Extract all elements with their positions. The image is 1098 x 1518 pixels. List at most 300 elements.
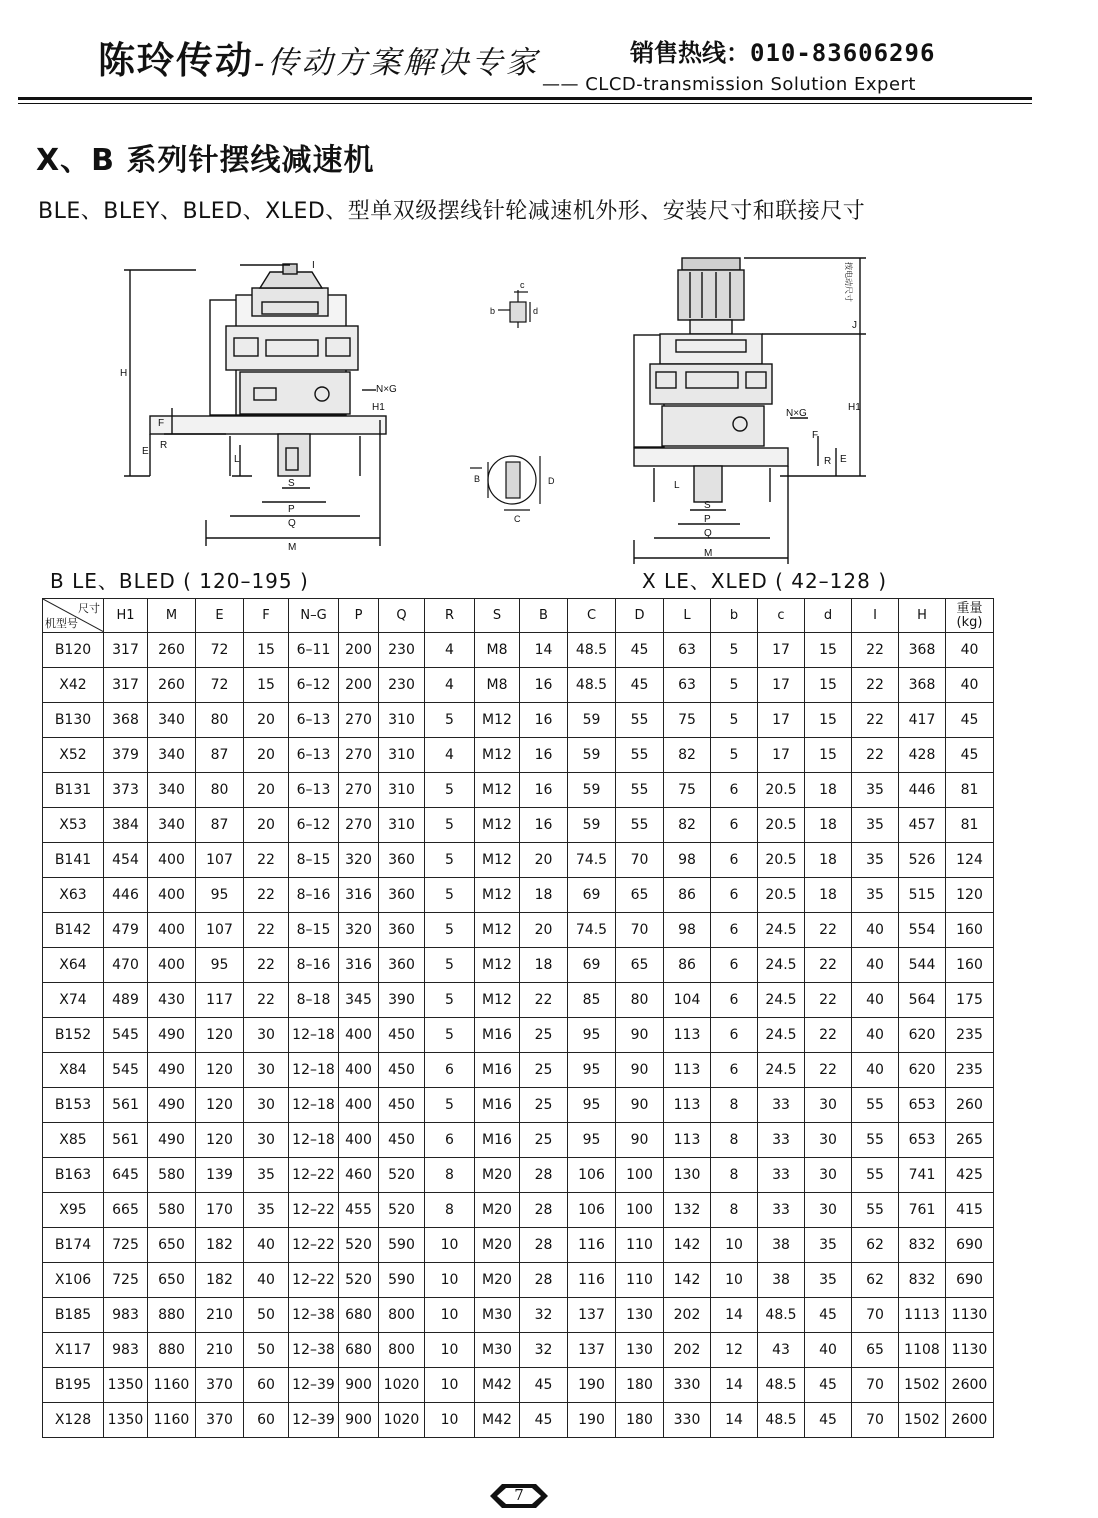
- table-cell: 8–15: [289, 913, 339, 948]
- model-cell: B163: [43, 1158, 104, 1193]
- model-cell: B130: [43, 703, 104, 738]
- table-cell: 43: [758, 1333, 805, 1368]
- table-cell: 40: [946, 633, 994, 668]
- col-header: H: [899, 599, 946, 633]
- table-cell: 6: [711, 843, 758, 878]
- drawing-xle: [634, 258, 866, 564]
- table-cell: 170: [196, 1193, 244, 1228]
- table-cell: 20: [520, 843, 568, 878]
- table-cell: 95: [568, 1088, 616, 1123]
- table-cell: 12–22: [289, 1193, 339, 1228]
- table-cell: M30: [475, 1298, 520, 1333]
- col-header-weight: [946, 599, 994, 633]
- model-cell: X53: [43, 808, 104, 843]
- table-cell: M16: [475, 1123, 520, 1158]
- table-cell: 190: [568, 1403, 616, 1438]
- table-cell: 137: [568, 1333, 616, 1368]
- table-cell: 4: [425, 738, 475, 773]
- table-cell: 22: [244, 948, 289, 983]
- table-cell: 15: [805, 668, 852, 703]
- table-cell: 40: [852, 948, 899, 983]
- table-cell: 48.5: [758, 1368, 805, 1403]
- table-cell: 107: [196, 843, 244, 878]
- table-cell: 680: [339, 1298, 379, 1333]
- model-cell: X117: [43, 1333, 104, 1368]
- table-cell: 24.5: [758, 983, 805, 1018]
- table-cell: 310: [379, 808, 425, 843]
- table-cell: 12–38: [289, 1298, 339, 1333]
- label-xle-q: Q: [704, 528, 712, 539]
- model-cell: X63: [43, 878, 104, 913]
- table-cell: 95: [196, 948, 244, 983]
- model-cell: B152: [43, 1018, 104, 1053]
- label-j: J: [852, 320, 857, 331]
- corner-label-dimension: 尺寸: [78, 602, 100, 615]
- table-cell: 72: [196, 668, 244, 703]
- table-cell: 33: [758, 1193, 805, 1228]
- table-row: [43, 1088, 994, 1123]
- table-cell: 457: [899, 808, 946, 843]
- model-cell: B153: [43, 1088, 104, 1123]
- label-xle-f: F: [812, 430, 819, 441]
- table-cell: 15: [244, 668, 289, 703]
- table-cell: M42: [475, 1403, 520, 1438]
- weight-label: 重量: [956, 600, 983, 616]
- table-cell: 20: [244, 808, 289, 843]
- table-cell: 370: [196, 1403, 244, 1438]
- table-cell: 6–12: [289, 668, 339, 703]
- table-cell: 880: [148, 1333, 196, 1368]
- label-xle-l: L: [674, 480, 680, 491]
- table-cell: 270: [339, 738, 379, 773]
- table-cell: 35: [244, 1158, 289, 1193]
- table-cell: 544: [899, 948, 946, 983]
- table-cell: 235: [946, 1018, 994, 1053]
- table-header-row: [43, 599, 994, 633]
- table-cell: M30: [475, 1333, 520, 1368]
- col-header: d: [805, 599, 852, 633]
- table-cell: 6: [711, 948, 758, 983]
- model-cell: X85: [43, 1123, 104, 1158]
- col-header: b: [711, 599, 758, 633]
- table-cell: 270: [339, 808, 379, 843]
- table-cell: 2600: [946, 1403, 994, 1438]
- label-xle-ng: N×G: [786, 408, 807, 419]
- table-cell: 8: [711, 1088, 758, 1123]
- table-cell: 28: [520, 1193, 568, 1228]
- table-cell: 45: [616, 633, 664, 668]
- table-cell: 70: [852, 1403, 899, 1438]
- label-xle-e: E: [840, 454, 847, 465]
- table-cell: 520: [339, 1228, 379, 1263]
- col-header: E: [196, 599, 244, 633]
- table-cell: M12: [475, 983, 520, 1018]
- table-cell: 75: [664, 703, 711, 738]
- table-cell: 6: [425, 1053, 475, 1088]
- table-row: [43, 703, 994, 738]
- table-cell: 110: [616, 1228, 664, 1263]
- table-cell: 428: [899, 738, 946, 773]
- table-cell: 24.5: [758, 913, 805, 948]
- table-cell: 10: [425, 1333, 475, 1368]
- table-cell: 8: [711, 1158, 758, 1193]
- table-cell: 400: [339, 1088, 379, 1123]
- table-cell: 18: [520, 948, 568, 983]
- table-cell: 113: [664, 1088, 711, 1123]
- table-cell: 40: [852, 913, 899, 948]
- table-cell: 15: [805, 738, 852, 773]
- table-cell: 345: [339, 983, 379, 1018]
- corner-label-model: 机型号: [45, 617, 78, 630]
- table-cell: 450: [379, 1123, 425, 1158]
- table-cell: 17: [758, 633, 805, 668]
- table-cell: 200: [339, 668, 379, 703]
- col-header: M: [148, 599, 196, 633]
- table-row: [43, 668, 994, 703]
- table-cell: 90: [616, 1018, 664, 1053]
- table-cell: 1350: [104, 1368, 148, 1403]
- model-cell: B185: [43, 1298, 104, 1333]
- table-cell: 117: [196, 983, 244, 1018]
- table-cell: 545: [104, 1053, 148, 1088]
- table-cell: 6: [425, 1123, 475, 1158]
- label-l: L: [234, 454, 240, 465]
- caption-ble-bled: B LE、BLED ( 120–195 ): [50, 569, 309, 593]
- table-cell: 368: [104, 703, 148, 738]
- header-rule-thick: [18, 97, 1032, 100]
- table-cell: 265: [946, 1123, 994, 1158]
- table-cell: 24.5: [758, 1018, 805, 1053]
- table-cell: 479: [104, 913, 148, 948]
- label-xle-m: M: [704, 548, 713, 559]
- page-number: 7: [514, 1486, 524, 1504]
- table-cell: 87: [196, 808, 244, 843]
- table-cell: 40: [244, 1228, 289, 1263]
- model-cell: X52: [43, 738, 104, 773]
- table-cell: 25: [520, 1018, 568, 1053]
- table-cell: 400: [148, 878, 196, 913]
- table-cell: 653: [899, 1088, 946, 1123]
- table-cell: 55: [616, 773, 664, 808]
- table-cell: M12: [475, 773, 520, 808]
- label-key-bb: B: [474, 474, 481, 484]
- table-cell: M12: [475, 843, 520, 878]
- table-cell: M20: [475, 1193, 520, 1228]
- table-cell: 22: [852, 738, 899, 773]
- table-cell: 20.5: [758, 773, 805, 808]
- table-cell: 62: [852, 1228, 899, 1263]
- table-cell: 983: [104, 1333, 148, 1368]
- table-cell: 82: [664, 808, 711, 843]
- table-cell: 70: [616, 913, 664, 948]
- table-cell: 590: [379, 1228, 425, 1263]
- table-cell: 90: [616, 1088, 664, 1123]
- table-cell: 40: [852, 983, 899, 1018]
- table-cell: 580: [148, 1158, 196, 1193]
- weight-unit: (kg): [956, 614, 983, 630]
- table-cell: 65: [616, 948, 664, 983]
- hotline-number: 010-83606296: [750, 39, 936, 67]
- table-cell: 48.5: [758, 1298, 805, 1333]
- col-header: R: [425, 599, 475, 633]
- table-cell: 69: [568, 948, 616, 983]
- table-cell: M12: [475, 808, 520, 843]
- table-cell: 180: [616, 1403, 664, 1438]
- table-cell: 120: [196, 1123, 244, 1158]
- table-cell: 17: [758, 668, 805, 703]
- table-cell: 200: [339, 633, 379, 668]
- brand-tagline: -传动方案解决专家: [254, 45, 540, 81]
- col-header: F: [244, 599, 289, 633]
- table-cell: 12: [711, 1333, 758, 1368]
- table-cell: 590: [379, 1263, 425, 1298]
- label-key-dd: D: [548, 476, 555, 486]
- table-cell: 725: [104, 1228, 148, 1263]
- table-cell: 22: [805, 948, 852, 983]
- dimension-table: [42, 598, 994, 1438]
- table-cell: 12–22: [289, 1263, 339, 1298]
- table-cell: 70: [616, 843, 664, 878]
- table-cell: 120: [196, 1053, 244, 1088]
- table-cell: 6: [711, 1053, 758, 1088]
- table-cell: 425: [946, 1158, 994, 1193]
- table-cell: 45: [805, 1298, 852, 1333]
- table-row: [43, 1193, 994, 1228]
- table-cell: 33: [758, 1158, 805, 1193]
- table-cell: 40: [852, 1053, 899, 1088]
- table-cell: 20: [244, 738, 289, 773]
- table-cell: 95: [568, 1018, 616, 1053]
- label-h1: H1: [372, 402, 385, 413]
- table-cell: 86: [664, 878, 711, 913]
- table-cell: 6–11: [289, 633, 339, 668]
- table-cell: 320: [339, 843, 379, 878]
- label-key-b: b: [490, 306, 496, 316]
- table-cell: 360: [379, 878, 425, 913]
- table-cell: 24.5: [758, 1053, 805, 1088]
- table-cell: 515: [899, 878, 946, 913]
- label-m: M: [288, 542, 297, 553]
- table-cell: 490: [148, 1088, 196, 1123]
- table-cell: 132: [664, 1193, 711, 1228]
- table-cell: 489: [104, 983, 148, 1018]
- table-cell: 832: [899, 1263, 946, 1298]
- table-cell: 160: [946, 913, 994, 948]
- table-cell: 554: [899, 913, 946, 948]
- table-cell: 725: [104, 1263, 148, 1298]
- table-cell: 12–39: [289, 1403, 339, 1438]
- table-cell: 45: [946, 703, 994, 738]
- table-cell: 28: [520, 1263, 568, 1298]
- table-cell: 5: [425, 878, 475, 913]
- label-ng: N×G: [376, 384, 397, 395]
- col-header: B: [520, 599, 568, 633]
- table-cell: 202: [664, 1298, 711, 1333]
- table-row: [43, 1298, 994, 1333]
- table-row: [43, 1158, 994, 1193]
- table-cell: M16: [475, 1088, 520, 1123]
- table-cell: 1160: [148, 1403, 196, 1438]
- table-cell: 6: [711, 913, 758, 948]
- table-cell: 22: [805, 1018, 852, 1053]
- table-cell: 1020: [379, 1403, 425, 1438]
- table-cell: 210: [196, 1298, 244, 1333]
- label-p: P: [288, 504, 295, 515]
- table-cell: 59: [568, 738, 616, 773]
- table-cell: 74.5: [568, 913, 616, 948]
- table-row: [43, 808, 994, 843]
- table-cell: 16: [520, 703, 568, 738]
- table-cell: 116: [568, 1228, 616, 1263]
- table-cell: 4: [425, 668, 475, 703]
- table-cell: 1113: [899, 1298, 946, 1333]
- table-cell: 80: [616, 983, 664, 1018]
- table-cell: 5: [425, 948, 475, 983]
- table-cell: 561: [104, 1088, 148, 1123]
- table-cell: 10: [425, 1228, 475, 1263]
- table-cell: 330: [664, 1403, 711, 1438]
- brand-title: [98, 30, 539, 84]
- table-cell: 690: [946, 1263, 994, 1298]
- table-cell: 8: [425, 1193, 475, 1228]
- table-cell: 139: [196, 1158, 244, 1193]
- table-cell: 5: [711, 633, 758, 668]
- table-cell: 490: [148, 1123, 196, 1158]
- table-cell: 30: [244, 1018, 289, 1053]
- table-cell: 22: [244, 983, 289, 1018]
- table-cell: 25: [520, 1123, 568, 1158]
- table-cell: 832: [899, 1228, 946, 1263]
- model-cell: X64: [43, 948, 104, 983]
- table-cell: 5: [425, 1018, 475, 1053]
- table-cell: 880: [148, 1298, 196, 1333]
- table-cell: 45: [520, 1368, 568, 1403]
- table-cell: 12–18: [289, 1053, 339, 1088]
- table-cell: 30: [805, 1158, 852, 1193]
- table-cell: 82: [664, 738, 711, 773]
- table-cell: 10: [425, 1403, 475, 1438]
- caption-xle-xled: X LE、XLED ( 42–128 ): [642, 569, 888, 593]
- label-h: H: [120, 368, 128, 379]
- table-cell: 520: [379, 1158, 425, 1193]
- table-cell: 310: [379, 738, 425, 773]
- table-cell: 15: [805, 633, 852, 668]
- table-cell: 360: [379, 843, 425, 878]
- table-cell: 18: [805, 843, 852, 878]
- table-cell: 40: [805, 1333, 852, 1368]
- table-cell: 15: [244, 633, 289, 668]
- table-row: [43, 878, 994, 913]
- model-cell: X42: [43, 668, 104, 703]
- table-cell: 35: [244, 1193, 289, 1228]
- table-cell: 800: [379, 1298, 425, 1333]
- table-cell: 360: [379, 948, 425, 983]
- table-cell: 430: [148, 983, 196, 1018]
- table-cell: 340: [148, 738, 196, 773]
- table-cell: 450: [379, 1018, 425, 1053]
- table-row: [43, 948, 994, 983]
- table-cell: 230: [379, 633, 425, 668]
- table-cell: 120: [196, 1088, 244, 1123]
- table-cell: 38: [758, 1228, 805, 1263]
- table-cell: 104: [664, 983, 711, 1018]
- table-cell: 22: [520, 983, 568, 1018]
- table-cell: 137: [568, 1298, 616, 1333]
- table-cell: 665: [104, 1193, 148, 1228]
- table-cell: 210: [196, 1333, 244, 1368]
- table-cell: 62: [852, 1263, 899, 1298]
- table-cell: 30: [244, 1053, 289, 1088]
- table-cell: 16: [520, 668, 568, 703]
- table-cell: 317: [104, 668, 148, 703]
- page-subtitle: BLE、BLEY、BLED、XLED、型单双级摆线针轮减速机外形、安装尺寸和联接尺寸: [38, 199, 866, 224]
- table-cell: 16: [520, 738, 568, 773]
- table-cell: 25: [520, 1053, 568, 1088]
- table-cell: 545: [104, 1018, 148, 1053]
- table-cell: 70: [852, 1368, 899, 1403]
- table-cell: 446: [104, 878, 148, 913]
- table-cell: 12–18: [289, 1088, 339, 1123]
- table-cell: 70: [852, 1298, 899, 1333]
- label-key-c: c: [520, 280, 525, 290]
- table-cell: 55: [616, 703, 664, 738]
- table-cell: 5: [425, 983, 475, 1018]
- table-cell: M12: [475, 913, 520, 948]
- table-cell: 22: [805, 1053, 852, 1088]
- table-cell: 130: [616, 1298, 664, 1333]
- table-cell: 340: [148, 808, 196, 843]
- table-cell: 8: [711, 1193, 758, 1228]
- table-cell: 316: [339, 948, 379, 983]
- model-cell: B174: [43, 1228, 104, 1263]
- table-cell: 260: [148, 633, 196, 668]
- table-cell: 16: [520, 808, 568, 843]
- table-cell: 28: [520, 1228, 568, 1263]
- model-cell: B141: [43, 843, 104, 878]
- table-cell: 48.5: [568, 668, 616, 703]
- table-cell: M12: [475, 878, 520, 913]
- table-cell: 38: [758, 1263, 805, 1298]
- table-cell: 450: [379, 1053, 425, 1088]
- table-cell: 5: [711, 703, 758, 738]
- col-header: D: [616, 599, 664, 633]
- table-cell: 65: [852, 1333, 899, 1368]
- label-xle-s: S: [704, 500, 711, 511]
- table-cell: 316: [339, 878, 379, 913]
- drawing-key-detail: [470, 290, 540, 510]
- table-cell: 526: [899, 843, 946, 878]
- table-cell: 80: [196, 703, 244, 738]
- col-header: N–G: [289, 599, 339, 633]
- table-cell: 72: [196, 633, 244, 668]
- col-header: P: [339, 599, 379, 633]
- table-cell: 20.5: [758, 843, 805, 878]
- table-cell: 74.5: [568, 843, 616, 878]
- table-cell: 8: [425, 1158, 475, 1193]
- table-cell: 320: [339, 913, 379, 948]
- table-cell: 2600: [946, 1368, 994, 1403]
- table-cell: 417: [899, 703, 946, 738]
- table-cell: 653: [899, 1123, 946, 1158]
- table-row: [43, 1263, 994, 1298]
- table-cell: 75: [664, 773, 711, 808]
- table-cell: 86: [664, 948, 711, 983]
- table-cell: 235: [946, 1053, 994, 1088]
- table-cell: 14: [520, 633, 568, 668]
- col-header: L: [664, 599, 711, 633]
- table-cell: 340: [148, 703, 196, 738]
- table-cell: 379: [104, 738, 148, 773]
